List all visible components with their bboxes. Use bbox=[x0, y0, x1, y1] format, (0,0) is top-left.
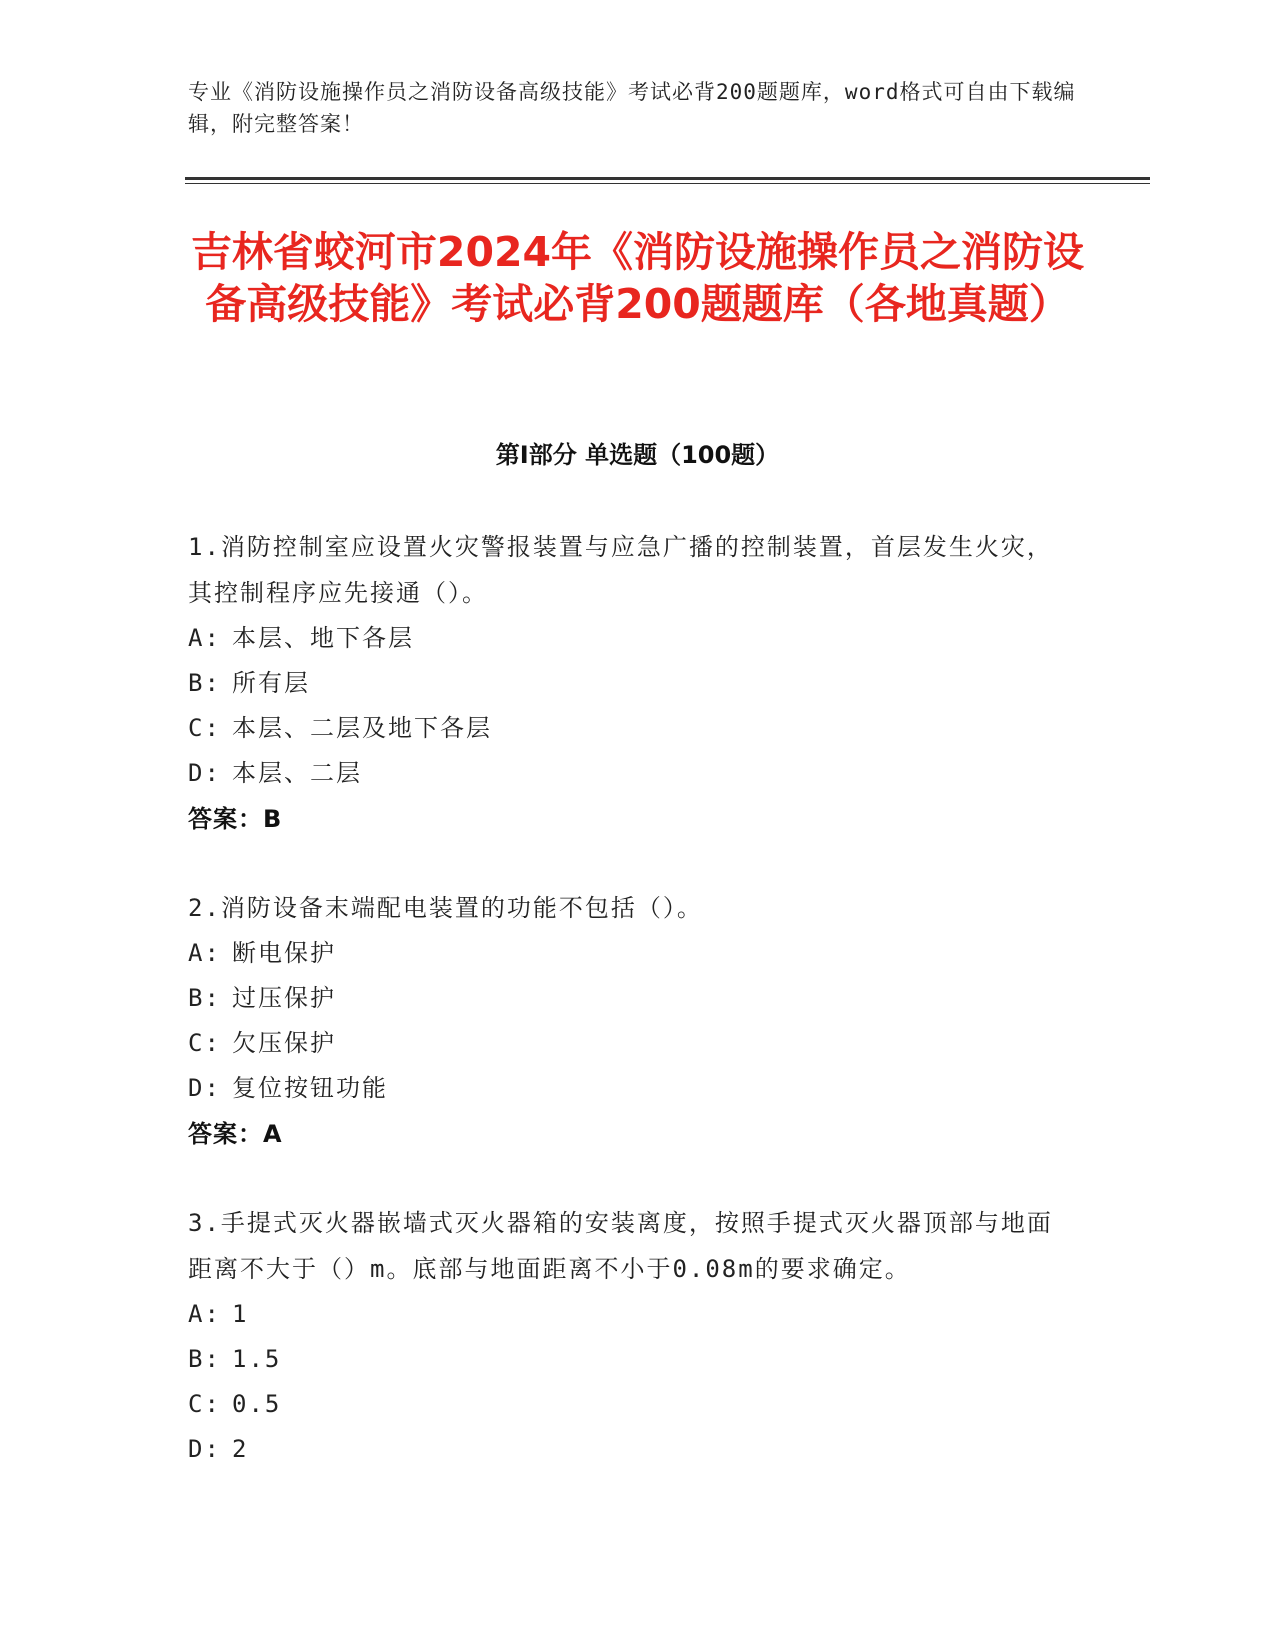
option-b bbox=[188, 976, 1068, 1021]
question-1 bbox=[188, 524, 1068, 842]
option-c bbox=[188, 1021, 1068, 1066]
header-divider-thick bbox=[185, 177, 1150, 180]
option-key: D: bbox=[188, 759, 221, 787]
option-key: D: bbox=[188, 1435, 221, 1463]
header-note: 专业《消防设施操作员之消防设备高级技能》考试必背200题题库，word格式可自由下载编辑，附完整答案！ bbox=[188, 80, 1076, 136]
option-d bbox=[188, 1066, 1068, 1111]
option-a bbox=[188, 931, 1068, 976]
option-a bbox=[188, 1292, 1068, 1337]
option-key: B: bbox=[188, 669, 221, 697]
option-text: 本层、二层 bbox=[232, 759, 362, 787]
option-key: D: bbox=[188, 1074, 221, 1102]
answer: 答案：A bbox=[188, 1120, 283, 1148]
option-key: C: bbox=[188, 1390, 221, 1418]
option-text: 1 bbox=[232, 1300, 249, 1328]
question-stem: 3.手提式灭火器嵌墙式灭火器箱的安装离度，按照手提式灭火器顶部与地面距离不大于（）m。底部与地面距离不小于0.08m的要求确定。 bbox=[188, 1209, 1053, 1283]
option-text: 0.5 bbox=[232, 1390, 282, 1418]
option-text: 本层、地下各层 bbox=[232, 624, 414, 652]
question-3 bbox=[188, 1200, 1068, 1472]
document-title: 吉林省蛟河市2024年《消防设施操作员之消防设备高级技能》考试必背200题题库（各地真题） bbox=[190, 228, 1085, 328]
answer: 答案：B bbox=[188, 805, 283, 833]
option-key: A: bbox=[188, 939, 221, 967]
option-key: C: bbox=[188, 714, 221, 742]
option-text: 本层、二层及地下各层 bbox=[232, 714, 492, 742]
option-text: 1.5 bbox=[232, 1345, 282, 1373]
question-stem: 2.消防设备末端配电装置的功能不包括（）。 bbox=[188, 894, 703, 922]
option-c bbox=[188, 1382, 1068, 1427]
option-text: 断电保护 bbox=[232, 939, 336, 967]
option-key: C: bbox=[188, 1029, 221, 1057]
option-key: A: bbox=[188, 624, 221, 652]
option-b bbox=[188, 661, 1068, 706]
option-d bbox=[188, 1427, 1068, 1472]
option-key: B: bbox=[188, 1345, 221, 1373]
option-text: 所有层 bbox=[232, 669, 310, 697]
option-a bbox=[188, 616, 1068, 661]
header-divider-thin bbox=[185, 183, 1150, 184]
option-text: 2 bbox=[232, 1435, 249, 1463]
option-key: A: bbox=[188, 1300, 221, 1328]
section-title: 第Ⅰ部分 单选题（100题） bbox=[495, 441, 780, 469]
option-c bbox=[188, 706, 1068, 751]
option-d bbox=[188, 751, 1068, 796]
option-text: 复位按钮功能 bbox=[232, 1074, 388, 1102]
option-text: 欠压保护 bbox=[232, 1029, 336, 1057]
question-2 bbox=[188, 885, 1068, 1157]
option-b bbox=[188, 1337, 1068, 1382]
option-text: 过压保护 bbox=[232, 984, 336, 1012]
question-stem: 1.消防控制室应设置火灾警报装置与应急广播的控制装置，首层发生火灾，其控制程序应先接通（）。 bbox=[188, 533, 1053, 607]
option-key: B: bbox=[188, 984, 221, 1012]
